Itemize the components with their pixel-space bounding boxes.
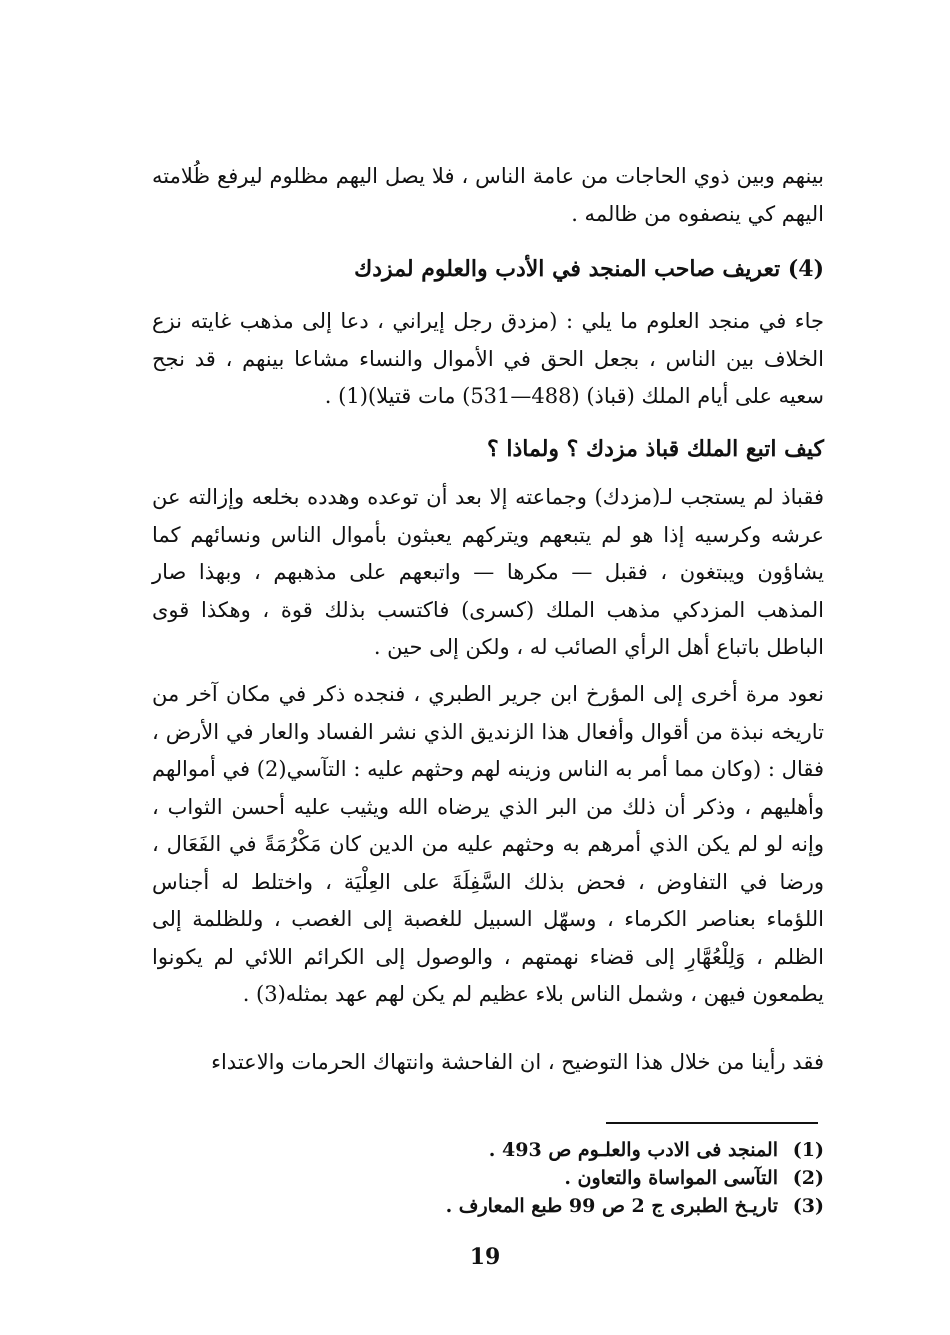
footnote-text: تاريـخ الطبرى ج 2 ص 99 طبع المعارف . <box>445 1195 778 1217</box>
footnote-number: (3) <box>792 1195 824 1217</box>
section-heading-mazdak-definition: (4) تعريف صاحب المنجد في الأدب والعلوم لمزدك <box>354 256 824 282</box>
paragraph-tabari: نعود مرة أخرى إلى المؤرخ ابن جرير الطبري ، فنجده ذكر في مكان آخر من تاريخه نبذة من أقوال وأفعال هذا الزنديق الذي نشر الفساد والعار في الأرض ، فقال : (وكان مما أمر به الناس وزينه لهم وحثهم عليه : التآسي(2) في أموالهم وأهليهم ، وذكر أن ذلك من البر الذي يرضاه الله ويثيب عليه أحسن الثواب ، وإنه لو لم يكن الذي أمرهم به وحثهم عليه من الدين كان مَكْرُمَةً في الفَعَال ، ورضا في التفاوض ، فحض بذلك السَّفِلَةَ على العِلْيَة ، واختلط له أجناس اللؤماء بعناصر الكرماء ، وسهّل السبيل للغصبة إلى الغصب ، وللظلمة إلى الظلم ، وَلِلْعُهَّارِ إلى قضاء نهمتهم ، والوصول إلى الكرائم اللائي لم يكونوا يطمعون فيهن ، وشمل الناس بلاء عظيم لم يكن لهم عهد بمثله(3) . <box>152 682 825 1006</box>
page-number: 19 <box>469 1244 501 1270</box>
paragraph-continuation: بينهم وبين ذوي الحاجات من عامة الناس ، فلا يصل اليهم مظلوم ليرفع ظُلامته اليهم كي ينصفوه من ظالمه . <box>152 164 824 226</box>
footnote-item <box>300 1192 824 1220</box>
footnote-number: (2) <box>792 1167 824 1189</box>
paragraph-conclusion: فقد رأينا من خلال هذا التوضيح ، ان الفاحشة وانتهاك الحرمات والاعتداء <box>211 1050 824 1074</box>
footnote-number: (1) <box>792 1139 824 1161</box>
paragraph-munjid-quote: جاء في منجد العلوم ما يلي : (مزدق رجل إيراني ، دعا إلى مذهب غايته نزع الخلاف بين الناس ، بجعل الحق في الأموال والنساء مشاعا بينهم ، قد نجح سعيه على أيام الملك (قباذ) (488—531) مات قتيلا)(1) . <box>152 309 824 408</box>
footnotes-list <box>300 1136 824 1220</box>
footnote-item <box>300 1136 824 1164</box>
footnote-divider <box>606 1122 818 1124</box>
footnote-text: التآسى المواساة والتعاون . <box>564 1167 778 1189</box>
paragraph-qubadh: فقباذ لم يستجب لـ(مزدك) وجماعته إلا بعد أن توعده وهدده بخلعه وإزالته عن عرشه وكرسيه إذا هو لم يتبعهم ويتركهم يعبثون بأموال الناس ونسائهم كما يشاؤون ويبتغون ، فقبل — مكرها — واتبعهم على مذهبهم ، وبهذا صار المذهب المزدكي مذهب الملك (كسرى) فاكتسب بذلك قوة ، وهكذا قوى الباطل باتباع أهل الرأي الصائب له ، ولكن إلى حين . <box>152 485 824 659</box>
footnote-item <box>300 1164 824 1192</box>
footnote-text: المنجد فى الادب والعلـوم ص 493 . <box>488 1139 778 1161</box>
section-heading-qubadh: كيف اتبع الملك قباذ مزدك ؟ ولماذا ؟ <box>487 436 824 462</box>
